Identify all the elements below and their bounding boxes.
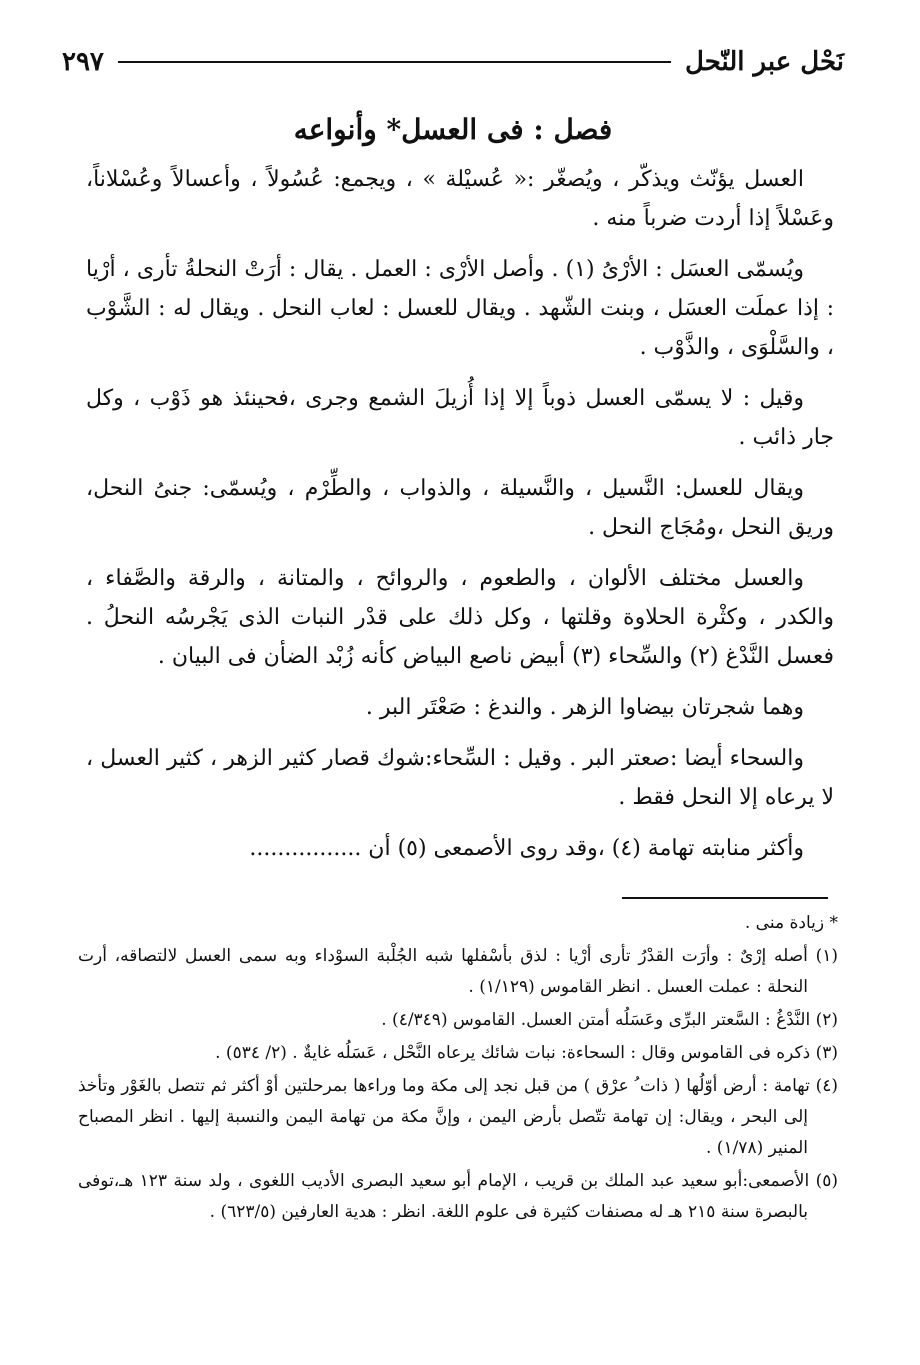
footnote: * زيادة منى . (744, 913, 838, 933)
body-paragraph: وهما شجرتان بيضاوا الزهر . والندغ : صَعْتَر البر . (365, 695, 804, 720)
body-paragraph: وقيل : لا يسمّى العسل ذوباً إلا إذا أُزيلَ الشمع وجرى ،فحينئذ هو ذَوْب ، وكل جار ذائب . (86, 386, 834, 450)
header-rule (118, 61, 671, 63)
section-heading: فصل : فى العسل* وأنواعه (293, 113, 613, 146)
running-header (62, 42, 844, 82)
running-title: نَحْل عبر النّحل (685, 47, 844, 77)
body-paragraph: العسل يؤنّث ويذكّر ، ويُصغّر :« عُسيْلة » ، ويجمع: عُسُولاً ، وأعسالاً وعُسْلاناً، وعَسْلاً إذا أردت ضرباً منه . (86, 167, 834, 231)
body-paragraph: والسحاء أيضا :صعتر البر . وقيل : السِّحاء:شوك قصار كثير الزهر ، كثير العسل ، لا يرعاه إلا النحل فقط . (86, 746, 834, 810)
footnote: (١) أصله إرْىٌ : وأرَت القدْرُ تأرى أرْيا : لذق بأسْفلها شبه الجُلْبة السوْداء وبه سمى العسل لالتصاقه، أرت النحلة : عملت العسل . انظر القاموس (١/١٢٩) . (78, 946, 838, 997)
footnotes (78, 908, 838, 1230)
footnote: (٥) الأصمعى:أبو سعيد عبد الملك بن قريب ، الإمام أبو سعيد البصرى الأديب اللغوى ، ولد سنة ١٢٣ هـ،توفى بالبصرة سنة ٢١٥ هـ له مصنفات كثيرة فى علوم اللغة. انظر : هدية العارفين (٦٢٣/٥) . (78, 1171, 838, 1222)
body-paragraph: ويقال للعسل: النَّسيل ، والنَّسيلة ، والذواب ، والطِّرْم ، ويُسمّى: جنىُ النحل، وريق النحل ،ومُجَاج النحل . (86, 476, 834, 540)
page-number: ٢٩٧ (62, 47, 104, 77)
body-paragraph: والعسل مختلف الألوان ، والطعوم ، والروائح ، والمتانة ، والرقة والصَّفاء ، والكدر ، وكثْرة الحلاوة وقلتها ، وكل ذلك على قدْر النبات الذى يَجْرسُه النحلُ . فعسل النَّدْغ (٢) والسِّحاء (٣) أبيض ناصع البياض كأنه زُبْد الضأن فى البيان . (86, 566, 834, 669)
body-paragraph: وأكثر منابته تهامة (٤) ،وقد روى الأصمعى (٥) أن ................ (249, 836, 804, 861)
footnote: (٣) ذكره فى القاموس وقال : السحاءة: نبات شائك يرعاه النَّحْل ، عَسَلُه غايةٌ . (٢/ ٥٣٤) . (215, 1043, 838, 1063)
body-paragraph: ويُسمّى العسَل : الأرْىُ (١) . وأصل الأرْى : العمل . يقال : أرَتْ النحلةُ تأرى ، أرْيا : إذا عملَت العسَل ، وبنت الشّهد . ويقال للعسل : لعاب النحل . ويقال له : الشَّوْب ، والسَّلْوَى ، والذَّوْب . (86, 257, 834, 360)
footnote-separator (622, 897, 828, 899)
body-text (86, 160, 834, 880)
footnote: (٢) النَّدْغُ : السَّعتر البرِّى وعَسَلُه أمتن العسل. القاموس (٤/٣٤٩) . (381, 1010, 838, 1030)
footnote: (٤) تهامة : أرض أوّلُها ( ذات ُ عرْق ) من قبل نجد إلى مكة وما وراءها بمرحلتين أوْ أكثر ثم تتصل بالغَوْر وتأخذ إلى البحر ، ويقال: إن تهامة تتّصل بأرض اليمن ، وإنَّ مكة من تهامة اليمن والنسبة إليها . انظر المصباح المنير (١/٧٨) . (78, 1076, 838, 1158)
